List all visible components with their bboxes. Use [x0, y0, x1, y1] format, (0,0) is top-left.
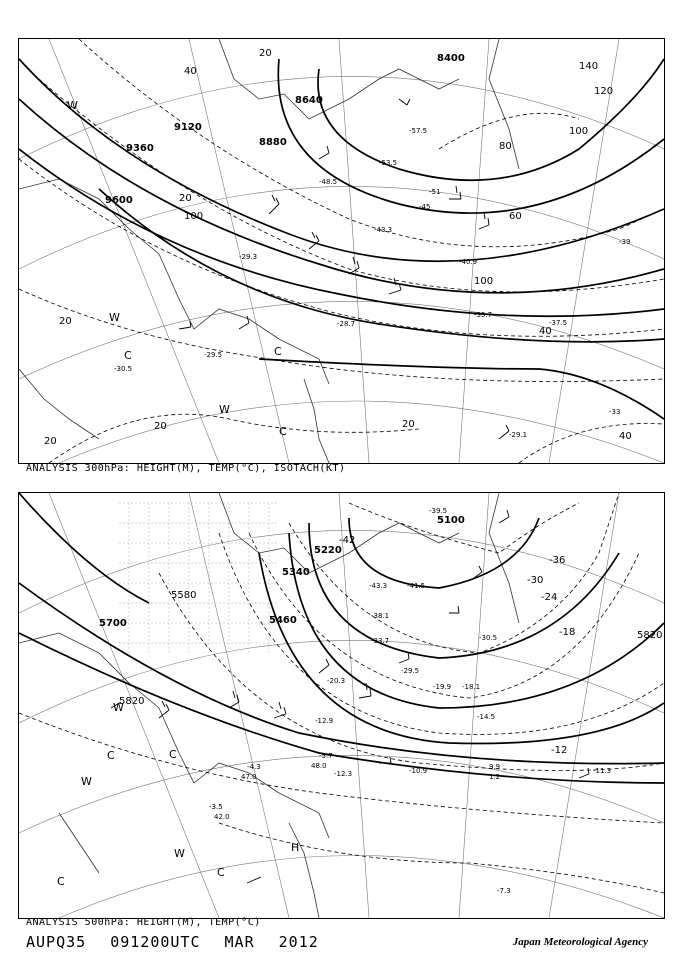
isotach-label: 100 — [569, 126, 589, 137]
cold-center-mark: C — [169, 748, 177, 761]
height-label: 5100 — [437, 515, 465, 526]
isotach-label: 100 — [184, 211, 204, 222]
isotach-label: 40 — [184, 66, 197, 77]
agency-name: Japan Meteorological Agency — [512, 936, 648, 948]
isotach-label: 80 — [499, 141, 512, 152]
station-label: -33.7 — [371, 637, 390, 645]
isotherm-label: -24 — [541, 592, 558, 603]
isotach-label: 20 — [154, 421, 167, 432]
height-label: 8400 — [437, 53, 465, 64]
station-label: -18.1 — [462, 683, 481, 691]
temperature-label: -53.5 — [379, 159, 398, 167]
station-label: -4.3 — [247, 763, 261, 771]
chart-timestamp: 091200UTC MAR 2012 — [110, 933, 319, 951]
center-marks — [57, 701, 299, 888]
warm-center-mark: W — [174, 847, 185, 860]
isotach-label: 20 — [59, 316, 72, 327]
station-label: -43.3 — [369, 582, 388, 590]
temperature-labels — [114, 127, 630, 439]
temperature-label: -29.1 — [509, 431, 528, 439]
temperature-label: -57.5 — [409, 127, 428, 135]
station-label: 42.0 — [214, 813, 230, 821]
station-label: -12.9 — [315, 717, 334, 725]
station-label: -19.9 — [433, 683, 452, 691]
hatched-region — [119, 503, 279, 653]
temperature-label: -28.7 — [337, 320, 356, 328]
height-label: 5580 — [171, 590, 197, 601]
station-label: -30.5 — [479, 634, 498, 642]
station-label: -41.5 — [407, 582, 426, 590]
temperature-label: -51 — [429, 188, 441, 196]
station-label: -14.5 — [477, 713, 496, 721]
isotherm-label: -12 — [551, 745, 568, 756]
isotach-label: 20 — [402, 419, 415, 430]
isotherm-labels — [339, 535, 575, 756]
height-label: 5340 — [282, 567, 310, 578]
station-label: 48.0 — [311, 762, 327, 770]
height-label: 8880 — [259, 137, 287, 148]
panel-500hpa-map — [18, 492, 665, 919]
isotach-label: 40 — [539, 326, 552, 337]
height-label: 5700 — [99, 618, 127, 629]
isotach-label: 140 — [579, 61, 599, 72]
isotach-label: 120 — [594, 86, 614, 97]
center-marks — [67, 99, 287, 438]
height-label: 9120 — [174, 122, 202, 133]
cold-center-mark: C — [57, 875, 65, 888]
cold-center-mark: C — [274, 345, 282, 358]
station-label: -12.3 — [334, 770, 353, 778]
station-label: 1.2 — [489, 773, 501, 781]
high-center-mark: H — [291, 841, 300, 854]
panel-300hpa-map — [18, 38, 665, 464]
panel-500hpa-caption: ANALYSIS 500hPa: HEIGHT(M), TEMP(°C) — [26, 917, 261, 928]
station-label: -11.3 — [593, 767, 612, 775]
station-label: -38.1 — [371, 612, 390, 620]
temperature-label: -29.3 — [239, 253, 258, 261]
map-500hpa — [19, 493, 664, 918]
isotach-label: 20 — [179, 193, 192, 204]
station-label: -10.9 — [409, 767, 428, 775]
warm-center-mark: W — [81, 775, 92, 788]
isotherm-label: -18 — [559, 627, 576, 638]
station-label: -5.7 — [319, 752, 333, 760]
height-label: 5820 — [119, 696, 145, 707]
station-label: -7.3 — [497, 887, 511, 895]
temperature-label: -37.5 — [549, 319, 568, 327]
isotach-label: 40 — [619, 431, 632, 442]
height-label: 5820 — [637, 630, 663, 641]
coastlines — [19, 39, 519, 463]
wind-barbs — [179, 99, 509, 439]
temperature-label: -39 — [619, 238, 631, 246]
height-label: 5460 — [269, 615, 297, 626]
height-label: 9600 — [105, 195, 133, 206]
station-label: -29.5 — [401, 667, 420, 675]
cold-center-mark: C — [107, 749, 115, 762]
isotherm-label: -36 — [549, 555, 566, 566]
warm-center-mark: W — [113, 701, 124, 714]
warm-center-mark: W — [67, 99, 78, 112]
temperature-label: -33 — [609, 408, 621, 416]
station-label: -3.5 — [209, 803, 223, 811]
isotach-label: 20 — [259, 48, 272, 59]
warm-center-mark: W — [219, 403, 230, 416]
map-300hpa — [19, 39, 664, 463]
isotach-label: 100 — [474, 276, 494, 287]
cold-center-mark: C — [279, 425, 287, 438]
station-label: -20.3 — [327, 677, 346, 685]
warm-center-mark: W — [109, 311, 120, 324]
isotach-label: 20 — [44, 436, 57, 447]
temperature-label: -35.7 — [474, 311, 493, 319]
temperature-label: -48.5 — [319, 178, 338, 186]
temperature-label: -40.9 — [459, 258, 478, 266]
chart-id: AUPQ35 — [26, 933, 87, 951]
temperature-label: -30.5 — [114, 365, 133, 373]
cold-center-mark: C — [217, 866, 225, 879]
station-label: 9.9 — [489, 763, 501, 771]
panel-300hpa-caption: ANALYSIS 300hPa: HEIGHT(M), TEMP(°C), ISOTACH(KT) — [26, 463, 346, 474]
station-label: -39.5 — [429, 507, 448, 515]
height-label: 9360 — [126, 143, 154, 154]
isotherm-label: -30 — [527, 575, 544, 586]
height-label: 5220 — [314, 545, 342, 556]
temperature-label: -43.3 — [374, 226, 393, 234]
height-label: 8640 — [295, 95, 323, 106]
cold-center-mark: C — [124, 349, 132, 362]
temperature-label: -45 — [419, 203, 431, 211]
chart-id-line — [26, 933, 319, 951]
isotach-label: 60 — [509, 211, 522, 222]
isotherm-label: -42 — [339, 535, 356, 546]
height-labels — [99, 515, 662, 707]
station-label: 47.0 — [241, 773, 257, 781]
temperature-label: -29.5 — [204, 351, 223, 359]
isotach-labels — [44, 48, 632, 447]
